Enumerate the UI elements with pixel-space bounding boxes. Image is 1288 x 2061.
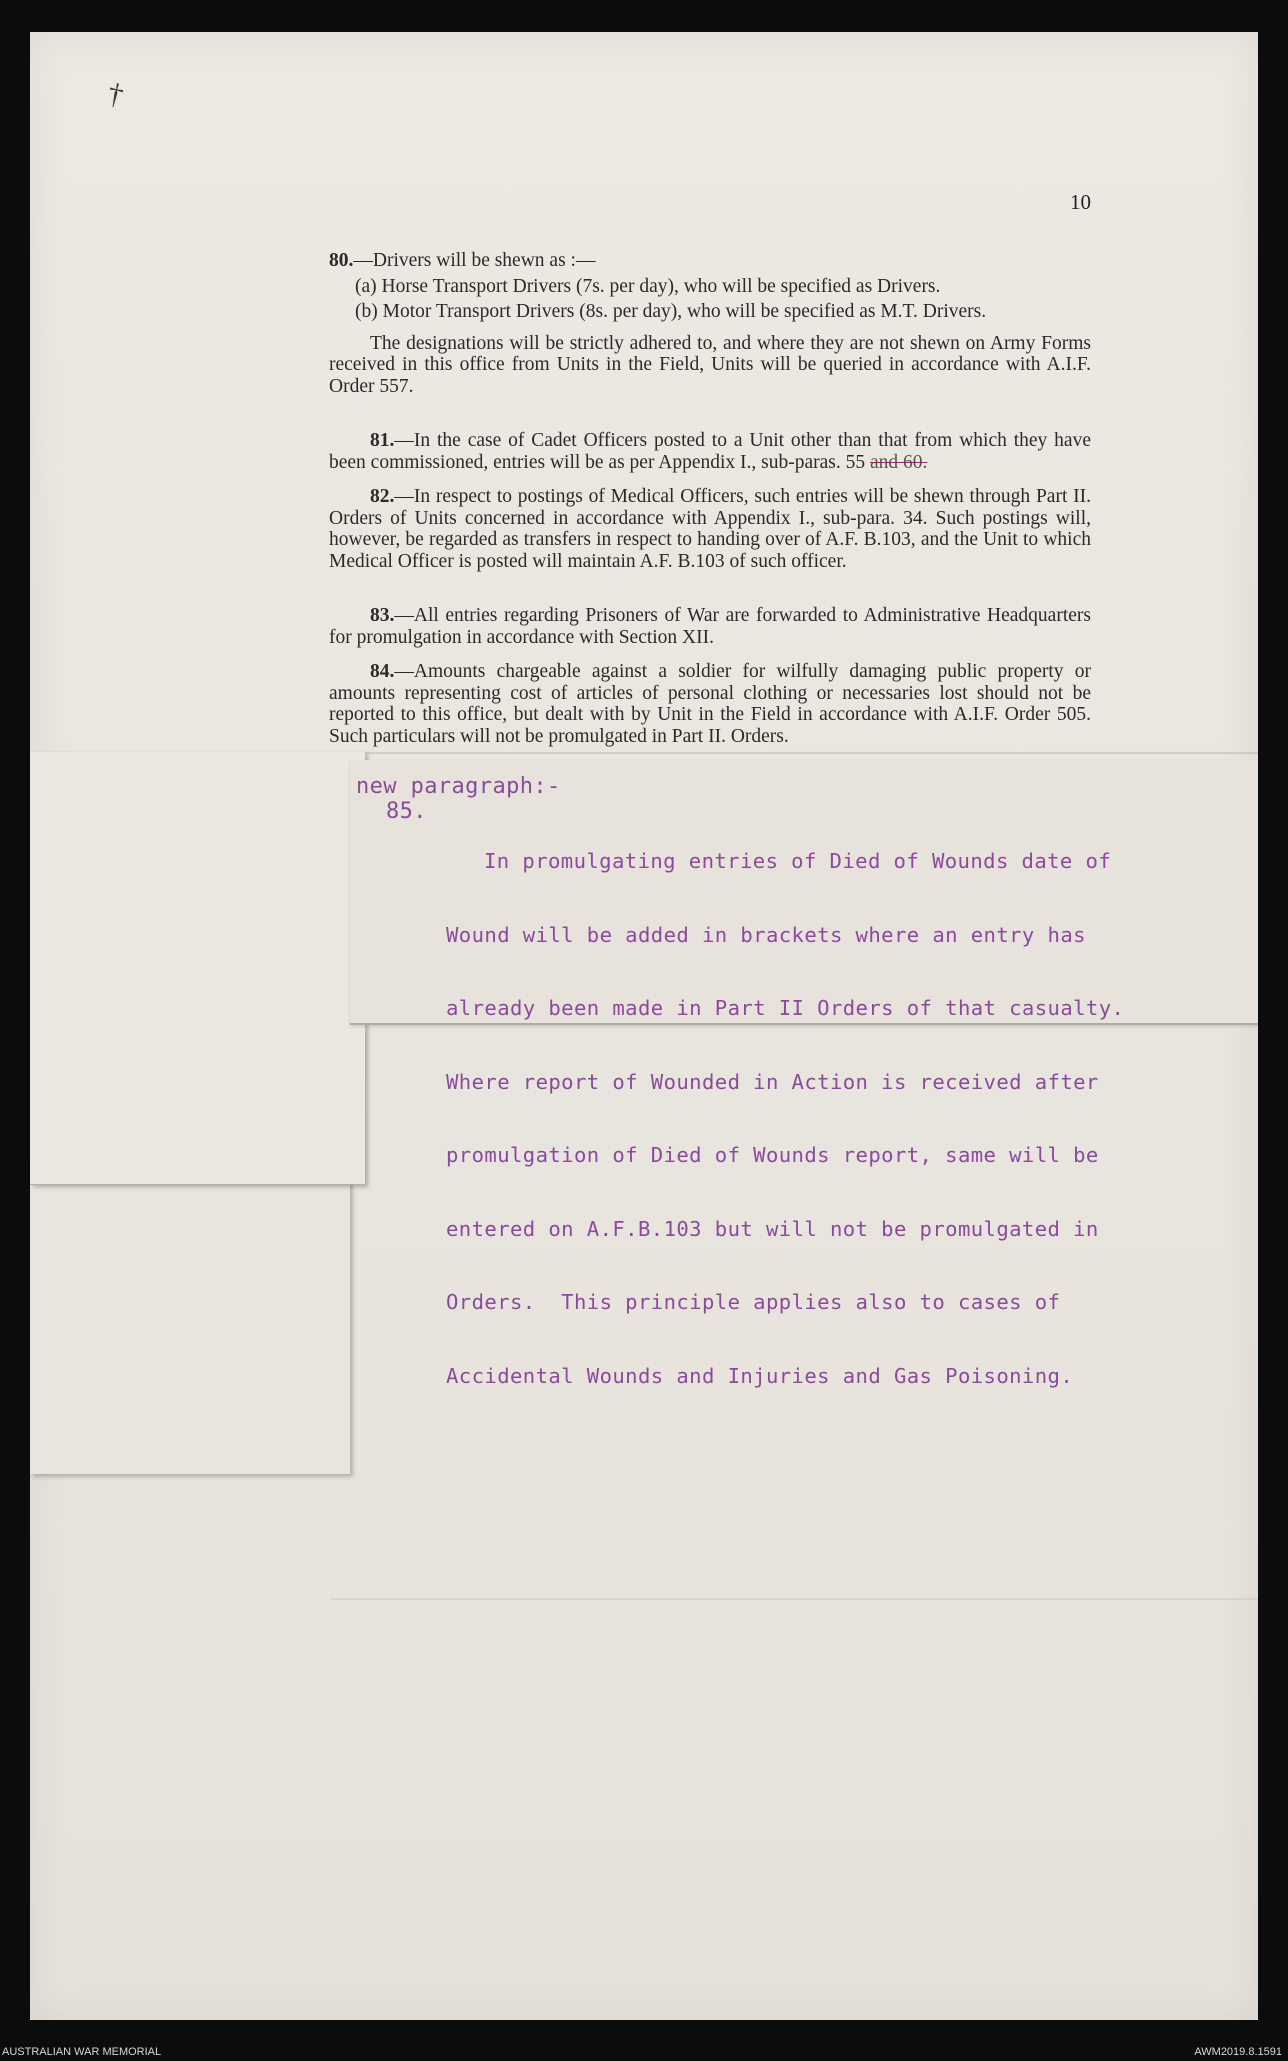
typed-heading: new paragraph:-: [356, 774, 561, 799]
sub-item-b: (b) Motor Transport Drivers (8s. per day), who will be specified as M.T. Drivers.: [355, 301, 987, 322]
typed-line: promulgation of Died of Wounds report, same will be: [446, 1143, 1099, 1167]
typed-line: Where report of Wounded in Action is received after: [446, 1069, 1099, 1094]
lower-fold-line: [330, 1598, 1258, 1600]
para-text: —In the case of Cadet Officers posted to a Unit other than that from which they have been commissioned, entries will be as per Appendix I., sub-paras. 55: [329, 430, 1091, 473]
typed-para-number: 85.: [386, 799, 427, 824]
typed-line: In promulgating entries of Died of Wounds date of: [484, 849, 1112, 873]
folded-paper-flap-lower: [30, 1160, 350, 1474]
typed-paragraph-85: [446, 800, 1124, 1413]
folded-paper-flap-upper: [30, 752, 365, 1185]
pin-hole-mark: †: [104, 76, 127, 113]
typed-line: Orders. This principle applies also to cases of: [446, 1290, 1061, 1314]
typed-line: already been made in Part II Orders of that casualty.: [446, 996, 1125, 1020]
paragraph-84: [329, 661, 1091, 747]
typed-line: Accidental Wounds and Injuries and Gas Poisoning.: [446, 1363, 1074, 1388]
archive-credit: AUSTRALIAN WAR MEMORIAL: [2, 2046, 162, 2058]
para-number: 80.: [329, 250, 354, 271]
paragraph-81: [329, 430, 1091, 473]
para-number: 84.: [370, 661, 395, 682]
typed-line: entered on A.F.B.103 but will not be promulgated in: [446, 1216, 1099, 1241]
archive-reference-number: AWM2019.8.1591: [1194, 2046, 1282, 2058]
para-number: 82.: [370, 486, 395, 507]
designations-note: The designations will be strictly adhered to, and where they are not shewn on Army Forms received in this office from Units in the Field, Units will be queried in accordance with A.I.F. Order 557.: [329, 332, 1091, 397]
para-text: —Amounts chargeable against a soldier for wilfully damaging public property or amounts representing cost of articles of personal clothing or necessaries lost should not be reported to this office, but dealt with by Unit in the Field in accordance with A.I.F. Order 505. Such particulars will not be promulgated in Part II. Orders.: [329, 661, 1091, 747]
paragraph-80: [329, 250, 1091, 397]
paragraph-83: [329, 605, 1091, 648]
page-number: 10: [1070, 190, 1091, 214]
para-number: 81.: [370, 430, 395, 451]
para-number: 83.: [370, 605, 395, 626]
sub-item-a: (a) Horse Transport Drivers (7s. per day), who will be specified as Drivers.: [355, 275, 941, 297]
typed-line: Wound will be added in brackets where an entry has: [446, 922, 1086, 947]
para-text: —Drivers will be shewn as :—: [353, 250, 596, 271]
para-text: —In respect to postings of Medical Officers, such entries will be shewn through Part II. Orders of Units concerned in accordance with Appendix I., sub-para. 34. Such postings will, however, be regarded as transfers in respect to handing over of A.F. B.103, and the Unit to which Medical Officer is posted will maintain A.F. B.103 of such officer.: [329, 486, 1091, 572]
paragraph-82: [329, 486, 1091, 572]
para-text: —All entries regarding Prisoners of War are forwarded to Administrative Headquarters for promulgation in accordance with Section XII.: [329, 605, 1091, 648]
struck-out-text: and 60.: [870, 451, 928, 473]
